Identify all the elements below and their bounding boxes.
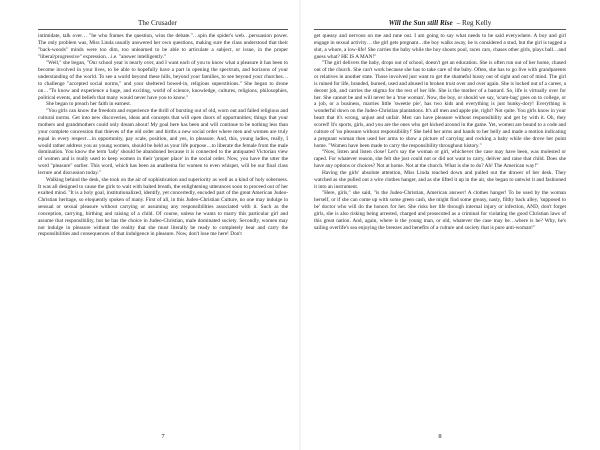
left-paragraph: She began to preach her faith in earnest. <box>46 101 132 108</box>
right-paragraph: "Now, listen and listen close! Let's say the woman or girl, whichever the case may have been, was molested or raped. For whatever reason, she felt she just could not or did not want to carry, deliver and raise that child. Does she have any options or choices? Not at home. Not at the church. What is she to do? Ah! The American way!" <box>314 149 566 170</box>
left-page-number: 7 <box>161 433 165 440</box>
right-running-head <box>314 14 566 30</box>
right-paragraph: "Here, girls," she said, "is the Judeo-Christian, American answer! A clothes hanger! To be used by the woman herself, or if she can come up with some green cash, she might find some greasy, nasty, filthy back alley, 'supposed to be' doctor who will do the honors for her. She risks her life through internal injury or infection, AND, don't forget girls, she is also risking being arrested, charged and prosecuted as a criminal for violating the good Christian laws of this great nation. And, again, where is the young man, or old, whatever the case may be…where is he? Why, he's sailing overlife's sea enjoying the breezes and benefits of a culture and society that is pure anti-woman!" <box>314 190 566 231</box>
left-running-head-title: The Crusader <box>138 19 177 27</box>
left-paragraph: Walking behind the desk, she took on the air of sophistication and superiority as well as a kind of holy soberness. It was all designed to cause the girls to wait with baited breath, the enlightening utterances soon to proceed out of her exalted mind. "It is a holy goal, institutionalized, identify, yet concertedly, encoded part of the great American Judeo-Christian heritage, so eloquently spoken of many. First of all, in this Judeo-Christian Culture, no one may indulge in sensual or sexual pleasure without carrying or assuming any responsibilities associated with it. Such as the conception, carrying, birthing and raising of a child. Of course, unless he wants to marry this particular girl and assume that responsibility, but he has the choice in Judeo-Christian, male dominated society. Secondly, women may not indulge in pleasure without the reality that she must literally be ready to completely bear and carry the responsibilities and consequences of that indulgence in pleasure. Now, don't lose me here! Don't <box>38 176 288 238</box>
right-page <box>300 0 600 450</box>
right-page-number: 8 <box>438 433 442 440</box>
right-paragraph: "The girl delivers the baby, drops out of school, doesn't get an education. She is often run out of her home, chased out of the church. She can't work because she has to take care of the baby. Often, she has to go live with grandparents or relatives in another state. Those involved just want to get the shameful hussy out of sight and out of mind. The girl is ruined for life, branded, burned, used and abused in broken trust over and over again. She is locked out of a career, a decent job, and carries the stigma for the rest of her life. She is the mother of a bastard. So, life is virtually over for her. She cannot be and will never be a 'true woman'. Now, the boy, or should we say, 'scum-bag' goes on to college, or a job, or a business, marries little 'sweetie pie', has two kids and everything is just hunky-dory! Everything is wonderful down on the Judeo-Christian plantations. It's all men and apple pie, right? Not quite. You girls know in your heart that it's wrong, unjust and unfair. Men can have pleasure without responsibility and get by with it. Oh, they scored! It's sports, girls, and you are the ones who get kicked around in the game. Yet, women are bound to a code and culture of 'no pleasure without responsibility!' She held her arms and hands to her belly and made a motion indicating a pregnant woman then used her arms to show a picture of carrying and rocking a baby while she drove her point home. "Women have been made to carry the responsibility throughout history." <box>314 60 566 149</box>
left-paragraph: "You girls can know the freedom and experience the thrill of bursting out of old, worn out and failed religious and cultural norms. Get into new discoveries, ideas and concepts that will open doors of opportunities; things that your mothers and grandmothers could only dream about! My goal here has been and will continue to be nothing less than your complete concession that thieves of the old order and births a new social order where men and women are truly equal in every respect…in opportunity, pay scale, position, and yes, in pleasure. And, this, young ladies, really, I would rather address you as young women, should be held as your life purpose…to liberate the female from the male domination. You know the term 'lady' should be abandoned because it is connected to the antiquated Victorian view of women and is really used to keep women in their 'proper place' in the social order. Now, you have the utter the word "pleasure" earlier. This word, which has been an anathema for women to even whisper, will be our final class lecture and discussion today." <box>38 108 288 176</box>
left-paragraph: intimidate, talk over… "he who frames the question, wins the debate."…spin the spider's web…persuasion power. The only problem was, Miss Linda usually answered her own questions, making sure the class understood that their "back-woods" minds were too dim, too unlearned to be able to articulate a subject, or issue, in the proper "liberal/progressive" expression…i.e. "answer intelligently." <box>38 33 288 60</box>
right-paragraph: Having the girls' absolute attention, Miss Linda reached down and pulled out the drawer of her desk. They watched as she pulled out a wire clothes hanger, and as she lifted it up in the air, she began to untwist it and fashioned it into an instrument. <box>314 169 566 190</box>
left-running-head <box>38 14 288 30</box>
right-running-head-title: Will the Sun still Rise <box>388 19 453 27</box>
right-body-text <box>314 33 566 231</box>
right-paragraph: get queasy and nervous on me and tune out. I am going to say what needs to be said everywhere. A boy and girl engage in sexual activity… the girl gets pregnant…the boy walks away, he is considered a stud, but the girl is tagged a slut, a whore, a low-life! She carries the baby while the boy shoots pool, races cars, chases other girls, plays ball…and guess what? HE IS A MAN!" <box>314 33 566 60</box>
right-running-head-author: – Reg Kelly <box>456 19 492 27</box>
left-body-text <box>38 33 288 238</box>
left-paragraph: "Well," she began, "Our school year is nearly over, and I want each of you to know what a pleasure it has been to become involved in your lives, to be able to hopefully have a part in opening the spectrum, and horizons of your understanding of the world. To see a world beyond these hills, beyond your families, to see beyond your churches…to challenge "accepted social norms," and your sheltered bowed-in, religious superstitions." She began to drone on…"To know and experience a huge, and exciting, world of science, knowledge, cultures, religions, philosophies, political events, and beliefs that many would never have you to know." <box>38 60 288 101</box>
